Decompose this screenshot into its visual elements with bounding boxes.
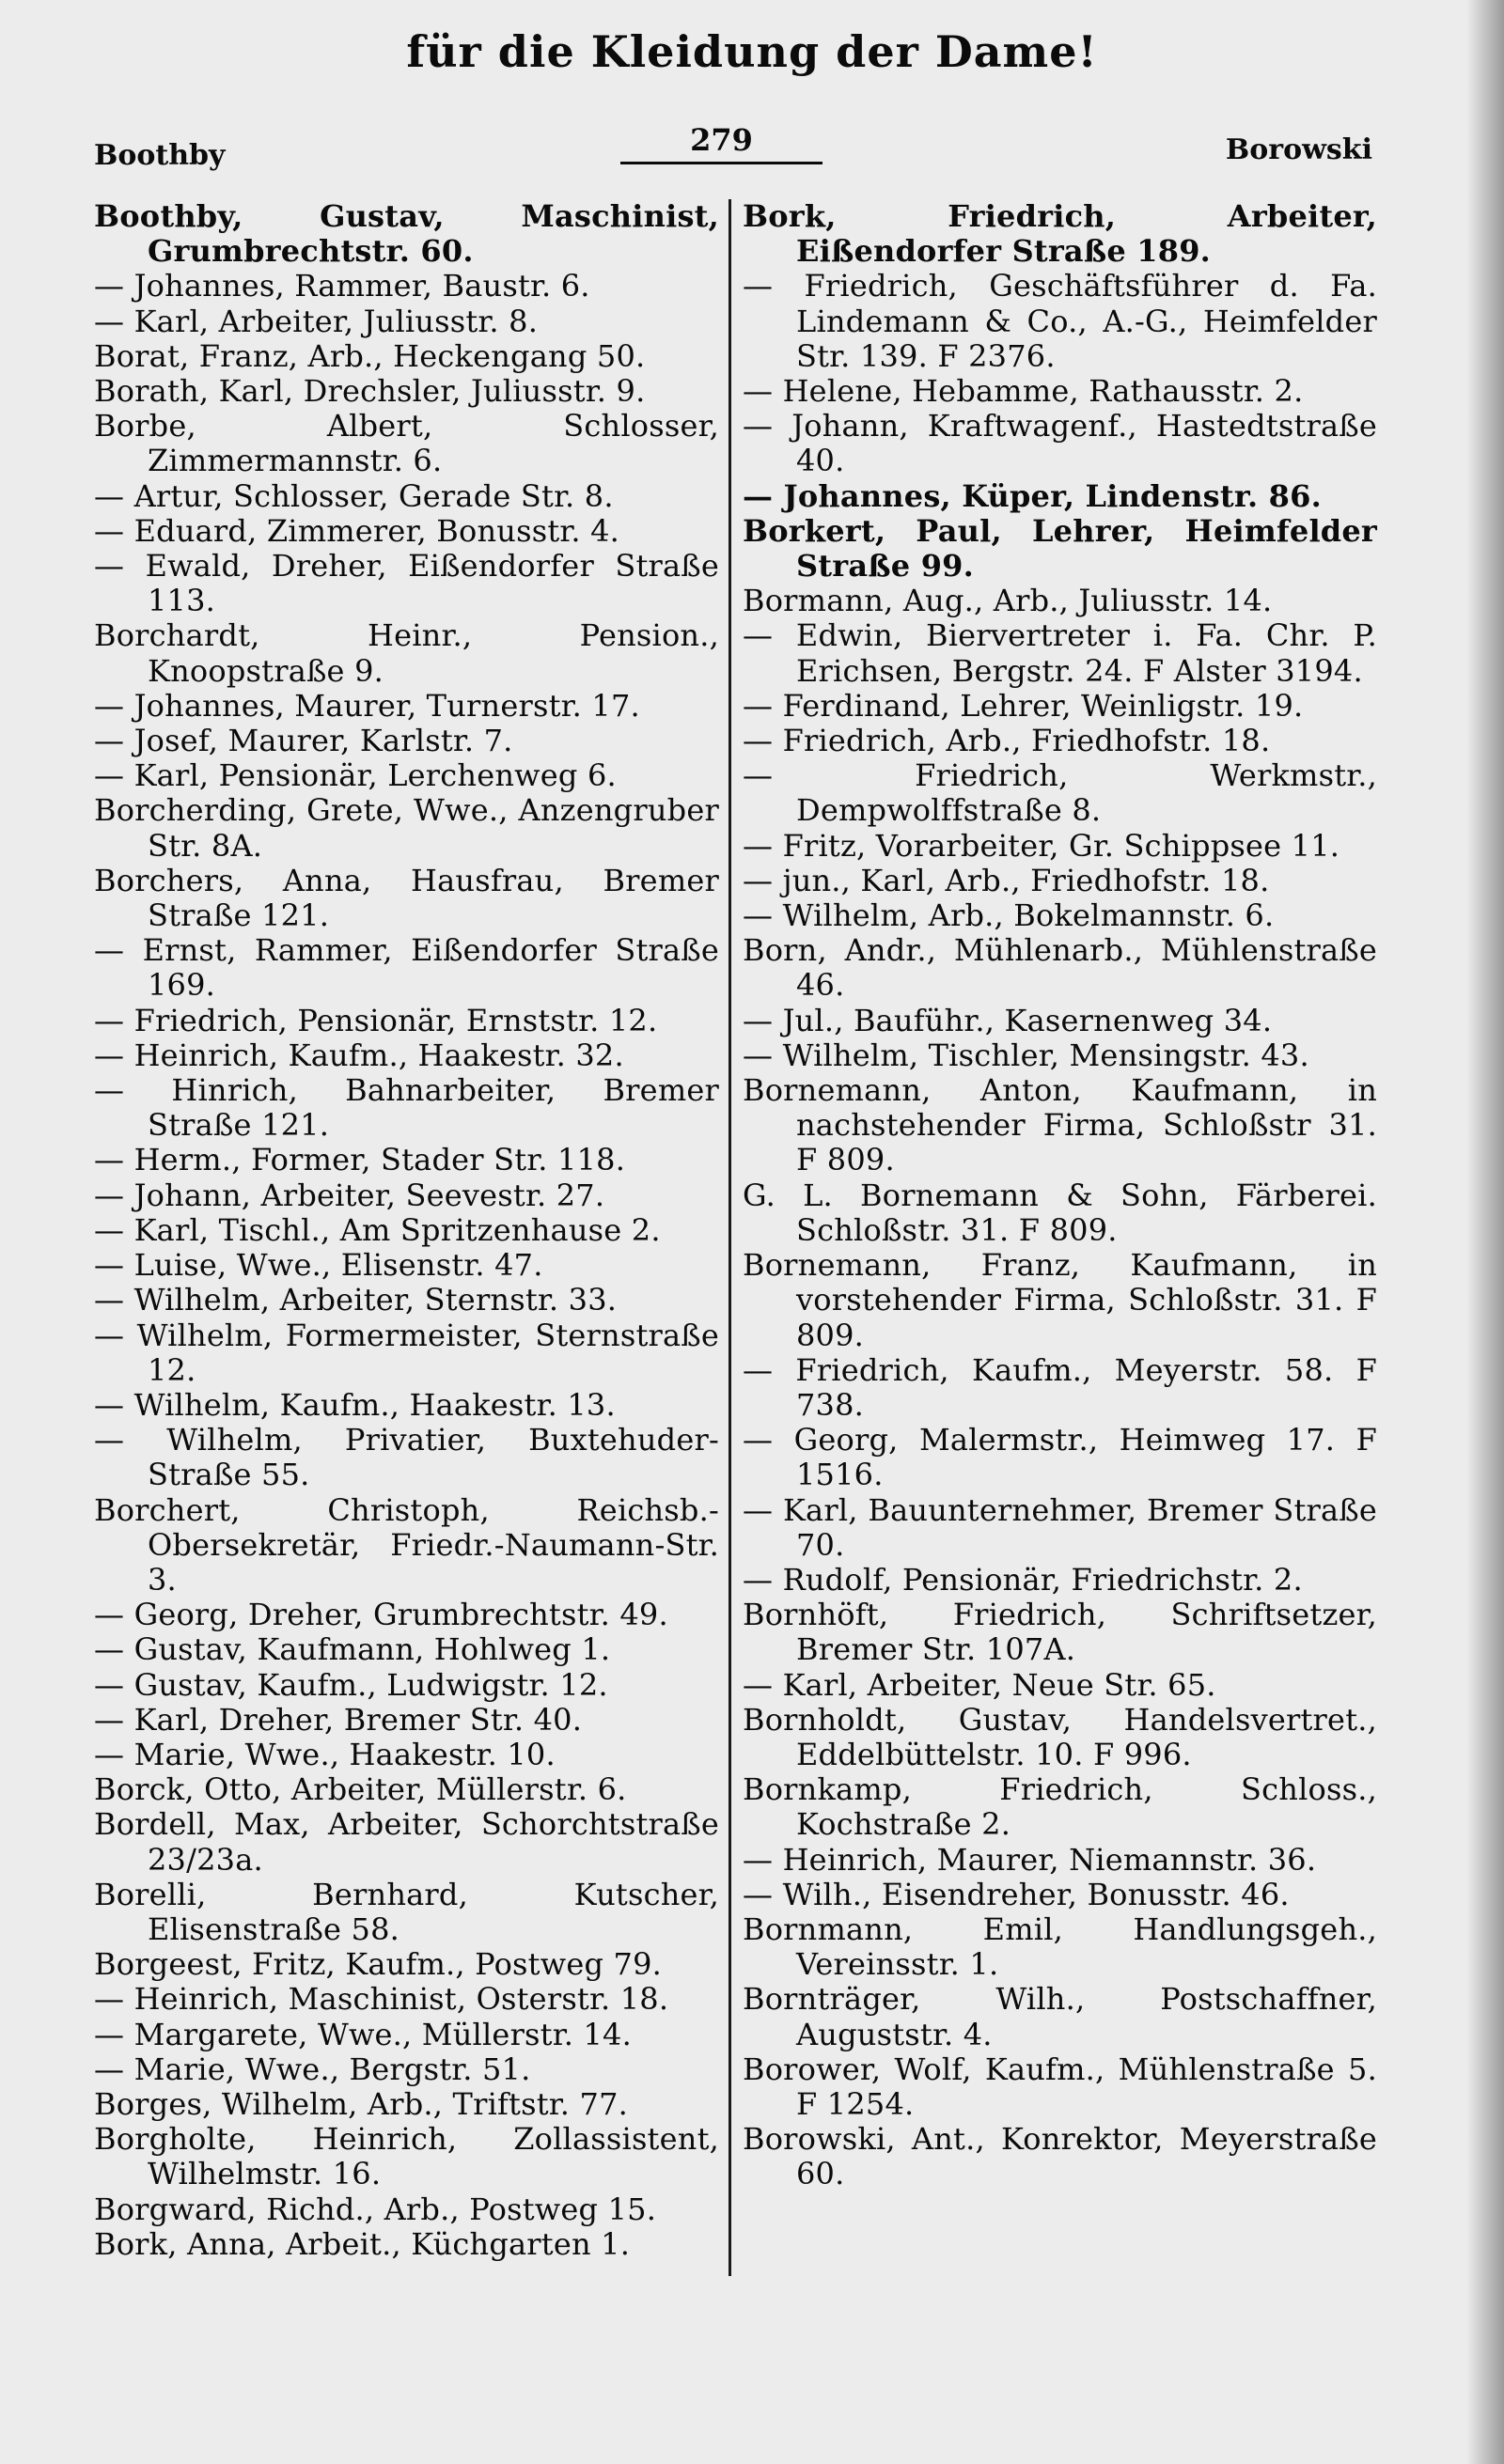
directory-entry: — Gustav, Kaufmann, Hohlweg 1. — [94, 1631, 611, 1668]
directory-entry: — Friedrich, Arb., Friedhofstr. 18. — [743, 723, 1271, 759]
running-header — [94, 122, 1372, 172]
directory-entry: — Wilhelm, Kaufm., Haakestr. 13. — [94, 1386, 616, 1423]
column-divider — [728, 199, 731, 2276]
directory-entry: — Ernst, Rammer, Eißendorfer Straße 169. — [94, 932, 719, 1004]
directory-entry: Bordell, Max, Arbeiter, Schorchtstraße 23/23a. — [94, 1806, 719, 1878]
directory-entry: — Herm., Former, Stader Str. 118. — [94, 1142, 626, 1178]
directory-entry: — Friedrich, Kaufm., Meyerstr. 58. F 738. — [743, 1351, 1377, 1423]
directory-entry: — Margarete, Wwe., Müllerstr. 14. — [94, 2016, 632, 2052]
directory-entry: — Wilhelm, Arbeiter, Sternstr. 33. — [94, 1282, 618, 1318]
directory-entry: — Karl, Arbeiter, Neue Str. 65. — [743, 1666, 1216, 1703]
directory-entry: — Marie, Wwe., Bergstr. 51. — [94, 2051, 531, 2087]
directory-entry: — Wilhelm, Privatier, Buxtehuder-Straße 55. — [94, 1422, 719, 1493]
directory-entry: Bornholdt, Gustav, Handelsvertret., Eddelbüttelstr. 10. F 996. — [743, 1701, 1377, 1772]
directory-entry: — Karl, Bauunternehmer, Bremer Straße 70. — [743, 1491, 1377, 1563]
directory-entry: — Heinrich, Maurer, Niemannstr. 36. — [743, 1841, 1317, 1878]
directory-entry: Borath, Karl, Drechsler, Juliusstr. 9. — [94, 373, 646, 410]
directory-entry: — Ferdinand, Lehrer, Weinligstr. 19. — [743, 687, 1304, 724]
directory-entry: G. L. Bornemann & Sohn, Färberei. Schloßstr. 31. F 809. — [743, 1177, 1377, 1248]
directory-entry: Bornmann, Emil, Handlungsgeh., Vereinsstr. 1. — [743, 1910, 1377, 1983]
directory-entry: Borchardt, Heinr., Pension., Knoopstraße 9. — [94, 617, 719, 689]
directory-entry: — Johannes, Maurer, Turnerstr. 17. — [94, 687, 640, 724]
directory-entry: — Gustav, Kaufm., Ludwigstr. 12. — [94, 1666, 608, 1703]
directory-entry: Borgholte, Heinrich, Zollassistent, Wilhelmstr. 16. — [94, 2121, 719, 2192]
directory-entry: — Johann, Arbeiter, Seevestr. 27. — [94, 1177, 605, 1213]
left-column — [94, 199, 719, 2262]
directory-entry: Borck, Otto, Arbeiter, Müllerstr. 6. — [94, 1771, 627, 1808]
directory-entry: — jun., Karl, Arb., Friedhofstr. 18. — [743, 862, 1270, 898]
directory-entry: — Marie, Wwe., Haakestr. 10. — [94, 1736, 556, 1772]
directory-entry: Borcherding, Grete, Wwe., Anzengruber Str. 8A. — [94, 792, 719, 864]
directory-entry: Bornemann, Franz, Kaufmann, in vorstehender Firma, Schloßstr. 31. F 809. — [743, 1247, 1377, 1353]
header-last-entry: Borowski — [1225, 133, 1372, 166]
directory-entry: — Friedrich, Pensionär, Ernststr. 12. — [94, 1002, 658, 1038]
directory-entry: — Friedrich, Werkmstr., Dempwolffstraße 8. — [743, 757, 1377, 829]
directory-entry: — Wilhelm, Arb., Bokelmannstr. 6. — [743, 897, 1275, 934]
directory-entry: Borchert, Christoph, Reichsb.-Obersekretär, Friedr.-Naumann-Str. 3. — [94, 1491, 719, 1598]
directory-entry: — Heinrich, Maschinist, Osterstr. 18. — [94, 1981, 669, 2018]
directory-entry: — Johannes, Küper, Lindenstr. 86. — [743, 477, 1322, 514]
directory-entry: Bormann, Aug., Arb., Juliusstr. 14. — [743, 583, 1273, 619]
header-first-entry: Boothby — [94, 139, 226, 172]
directory-entry: — Eduard, Zimmerer, Bonusstr. 4. — [94, 512, 620, 549]
directory-entry: Borat, Franz, Arb., Heckengang 50. — [94, 337, 646, 374]
right-column — [743, 199, 1377, 2192]
directory-entry: — Wilhelm, Tischler, Mensingstr. 43. — [743, 1037, 1309, 1073]
directory-entry: Borkert, Paul, Lehrer, Heimfelder Straße 99. — [743, 512, 1377, 585]
directory-entry: Borbe, Albert, Schlosser, Zimmermannstr. 6. — [94, 408, 719, 479]
directory-entry: — Wilhelm, Formermeister, Sternstraße 12. — [94, 1317, 719, 1388]
directory-entry: Bork, Anna, Arbeit., Küchgarten 1. — [94, 2225, 631, 2262]
directory-entry: — Karl, Dreher, Bremer Str. 40. — [94, 1701, 583, 1738]
page-edge-shadow — [1466, 0, 1504, 2464]
directory-entry: Borgeest, Fritz, Kaufm., Postweg 79. — [94, 1946, 663, 1983]
directory-entry: — Jul., Bauführ., Kasernenweg 34. — [743, 1002, 1273, 1038]
directory-entry: Bork, Friedrich, Arbeiter, Eißendorfer Straße 189. — [743, 198, 1377, 270]
directory-entry: Borower, Wolf, Kaufm., Mühlenstraße 5. F 1254. — [743, 2051, 1377, 2122]
directory-entry: — Ewald, Dreher, Eißendorfer Straße 113. — [94, 548, 719, 619]
directory-entry: — Hinrich, Bahnarbeiter, Bremer Straße 121. — [94, 1072, 719, 1144]
advertisement-banner: für die Kleidung der Dame! — [406, 26, 1098, 77]
directory-entry: — Karl, Arbeiter, Juliusstr. 8. — [94, 303, 539, 339]
directory-entry: Born, Andr., Mühlenarb., Mühlenstraße 46. — [743, 932, 1377, 1004]
directory-entry: Borelli, Bernhard, Kutscher, Elisenstraße 58. — [94, 1876, 719, 1947]
directory-entry: Borchers, Anna, Hausfrau, Bremer Straße 121. — [94, 862, 719, 934]
directory-entry: Borowski, Ant., Konrektor, Meyerstraße 60. — [743, 2121, 1377, 2192]
page-number: 279 — [620, 122, 822, 164]
directory-entry: — Karl, Tischl., Am Spritzenhause 2. — [94, 1211, 661, 1248]
directory-entry: — Josef, Maurer, Karlstr. 7. — [94, 723, 513, 759]
directory-entry: — Johann, Kraftwagenf., Hastedtstraße 40. — [743, 408, 1377, 479]
directory-entry: — Friedrich, Geschäftsführer d. Fa. Lindemann & Co., A.-G., Heimfelder Str. 139. F 2376. — [743, 268, 1377, 374]
directory-entry: — Luise, Wwe., Elisenstr. 47. — [94, 1247, 543, 1284]
directory-entry: — Fritz, Vorarbeiter, Gr. Schippsee 11. — [743, 827, 1340, 864]
directory-entry: Bornhöft, Friedrich, Schriftsetzer, Bremer Str. 107A. — [743, 1597, 1377, 1668]
directory-entry: Boothby, Gustav, Maschinist, Grumbrechtstr. 60. — [94, 198, 719, 270]
directory-entry: Bornkamp, Friedrich, Schloss., Kochstraße 2. — [743, 1771, 1377, 1843]
directory-entry: — Georg, Malermstr., Heimweg 17. F 1516. — [743, 1422, 1377, 1493]
directory-entry: — Wilh., Eisendreher, Bonusstr. 46. — [743, 1876, 1290, 1912]
directory-entry: — Heinrich, Kaufm., Haakestr. 32. — [94, 1037, 624, 1073]
directory-entry: Bornemann, Anton, Kaufmann, in nachstehender Firma, Schloßstr 31. F 809. — [743, 1072, 1377, 1178]
directory-entry: Borges, Wilhelm, Arb., Triftstr. 77. — [94, 2085, 629, 2122]
directory-entry: — Helene, Hebamme, Rathausstr. 2. — [743, 373, 1304, 410]
directory-entry: — Karl, Pensionär, Lerchenweg 6. — [94, 757, 617, 794]
directory-entry: — Edwin, Biervertreter i. Fa. Chr. P. Erichsen, Bergstr. 24. F Alster 3194. — [743, 617, 1377, 689]
directory-entry: — Rudolf, Pensionär, Friedrichstr. 2. — [743, 1561, 1303, 1598]
directory-entry: Borgward, Richd., Arb., Postweg 15. — [94, 2191, 657, 2227]
directory-entry: — Artur, Schlosser, Gerade Str. 8. — [94, 477, 614, 514]
directory-entry: — Georg, Dreher, Grumbrechtstr. 49. — [94, 1597, 668, 1633]
directory-entry: — Johannes, Rammer, Baustr. 6. — [94, 268, 590, 304]
directory-entry: Bornträger, Wilh., Postschaffner, Auguststr. 4. — [743, 1981, 1377, 2052]
